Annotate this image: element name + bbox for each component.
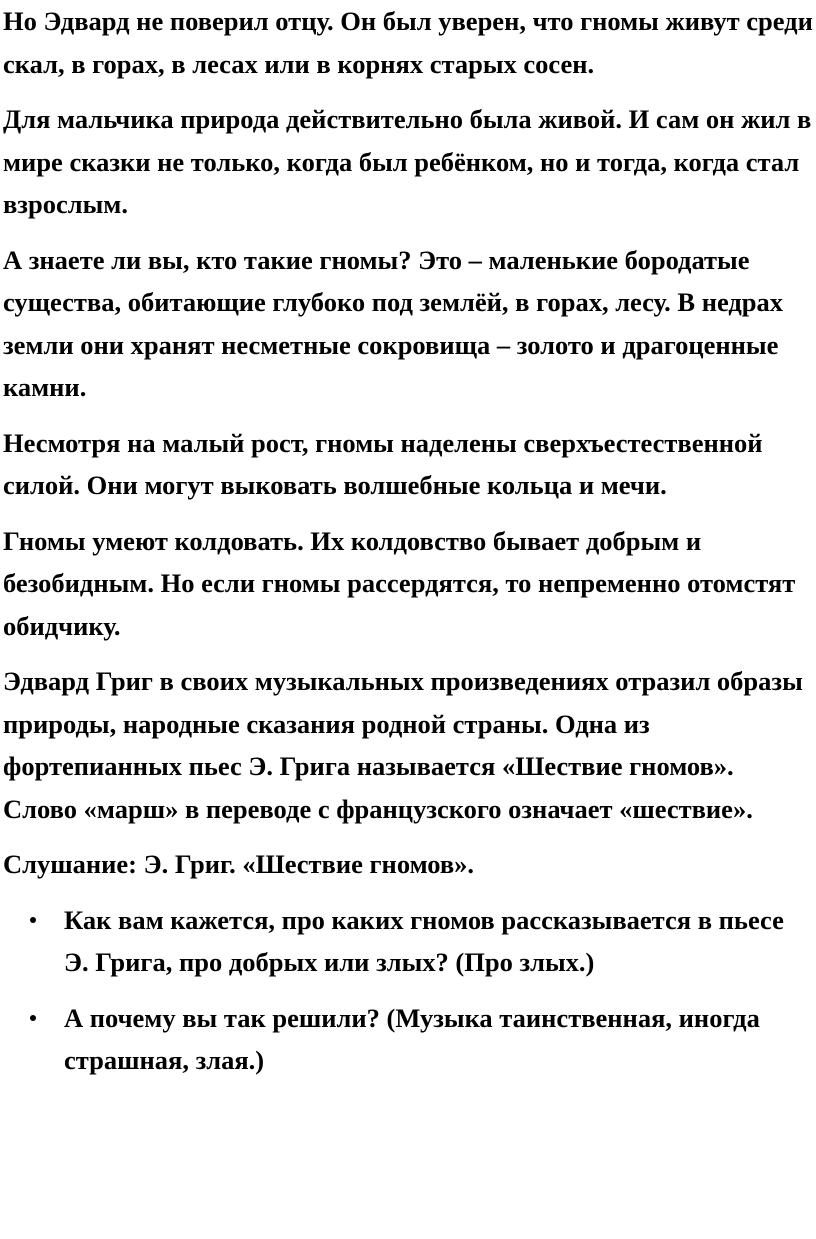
paragraph-gnome-magic: Гномы умеют колдовать. Их колдовство бывает добрым и безобидным. Но если гномы рассердятся, то непременно отомстят обидчику.: [3, 525, 796, 641]
bullet-icon: [30, 917, 36, 923]
paragraph-gnome-strength: Несмотря на малый рост, гномы наделены сверхъестественной силой. Они могут выковать волшебные кольца и мечи.: [3, 427, 763, 500]
paragraph-listening: Слушание: Э. Григ. «Шествие гномов».: [3, 849, 475, 879]
paragraph-grieg-works: Эдвард Григ в своих музыкальных произведениях отразил образы природы, народные сказания родной страны. Одна из фортепианных пьес Э. Грига называется «Шествие гномов». Слово «марш» в переводе с французского означает «шествие».: [3, 666, 803, 824]
paragraph-who-are-gnomes: А знаете ли вы, кто такие гномы? Это – маленькие бородатые существа, обитающие глубоко под землёй, в горах, лесу. В недрах земли они хранят несметные сокровища – золото и драгоценные камни.: [3, 244, 784, 402]
question-text: А почему вы так решили? (Музыка таинственная, иногда страшная, злая.): [64, 1002, 760, 1075]
question-list: [3, 899, 816, 1082]
list-item: [3, 997, 813, 1082]
list-item: [3, 899, 813, 984]
paragraph-living-nature: Для мальчика природа действительно была живой. И сам он жил в мире сказки не только, когда был ребёнком, но и тогда, когда стал взрослым.: [3, 104, 812, 219]
bullet-icon: [30, 1015, 36, 1021]
paragraph-edvard-disbelief: Но Эдвард не поверил отцу. Он был уверен, что гномы живут среди скал, в горах, в лесах или в корнях старых сосен.: [3, 6, 813, 79]
question-text: Как вам кажется, про каких гномов рассказывается в пьесе Э. Грига, про добрых или злых? (Про злых.): [64, 904, 784, 977]
